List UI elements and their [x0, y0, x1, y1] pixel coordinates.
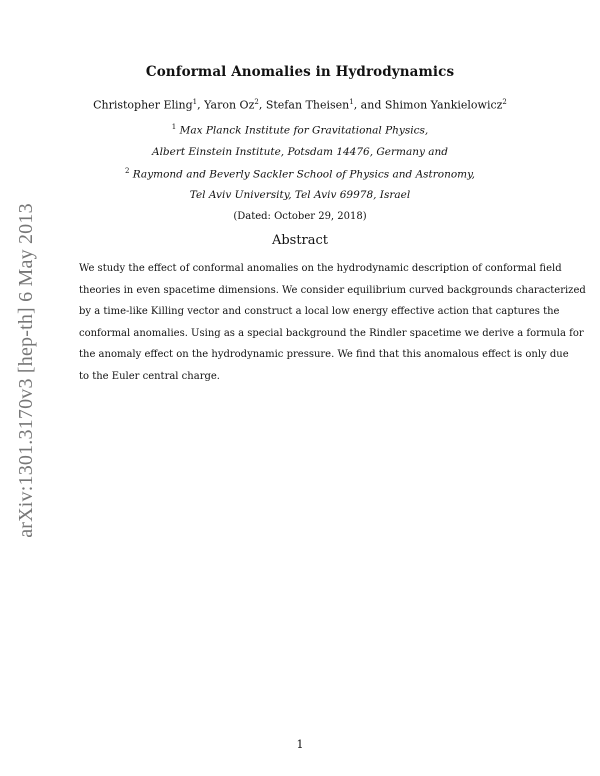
affiliation-text: Max Planck Institute for Gravitational Physics,: [179, 124, 429, 137]
abstract-line: conformal anomalies. Using as a special background the Rindler spacetime we derive a formula for: [79, 327, 584, 339]
author-name: Shimon Yankielowicz: [384, 98, 503, 112]
author-name: Yaron Oz: [204, 98, 255, 112]
author-affiliation-mark: 1: [349, 98, 354, 106]
affiliation-mark: 2: [124, 167, 130, 175]
paper-title: Conformal Anomalies in Hydrodynamics: [145, 64, 455, 80]
page-number: 1: [296, 738, 304, 751]
abstract-line: to the Euler central charge.: [79, 370, 220, 382]
abstract-line: theories in even spacetime dimensions. We consider equilibrium curved backgrounds characterized: [79, 284, 586, 296]
abstract-heading: Abstract: [271, 233, 329, 248]
arxiv-identifier-stamp: [8, 200, 44, 540]
author-name: Christopher Eling: [93, 98, 193, 112]
date-line: (Dated: October 29, 2018): [233, 211, 367, 222]
arxiv-identifier-text: arXiv:1301.3170v3 [hep-th] 6 May 2013: [14, 202, 37, 538]
affiliation-line: [0, 146, 600, 158]
affiliation-line: [0, 189, 600, 201]
author-affiliation-mark: 2: [254, 98, 259, 106]
affiliation-line: [0, 123, 600, 137]
affiliation-text: Raymond and Beverly Sackler School of Physics and Astronomy,: [132, 168, 476, 181]
author-name: Stefan Theisen: [265, 98, 350, 112]
author-affiliation-mark: 1: [192, 98, 198, 106]
affiliation-text: Tel Aviv University, Tel Aviv 69978, Israel: [189, 189, 411, 201]
abstract-line: the anomaly effect on the hydrodynamic pressure. We find that this anomalous effect is only due: [79, 349, 569, 361]
author-affiliation-mark: 2: [502, 98, 507, 106]
author-list: [0, 98, 600, 112]
affiliation-text: Albert Einstein Institute, Potsdam 14476, Germany and: [151, 146, 449, 158]
author-separator: ,: [258, 98, 266, 112]
abstract-line: by a time-like Killing vector and construct a local low energy effective action that captures the: [79, 306, 560, 318]
affiliation-mark: 1: [171, 123, 177, 131]
author-separator: ,: [197, 98, 205, 112]
abstract-body: [79, 258, 586, 388]
affiliation-line: [0, 167, 600, 181]
author-separator: , and: [353, 98, 385, 112]
abstract-line: We study the effect of conformal anomalies on the hydrodynamic description of conformal field: [79, 263, 562, 274]
